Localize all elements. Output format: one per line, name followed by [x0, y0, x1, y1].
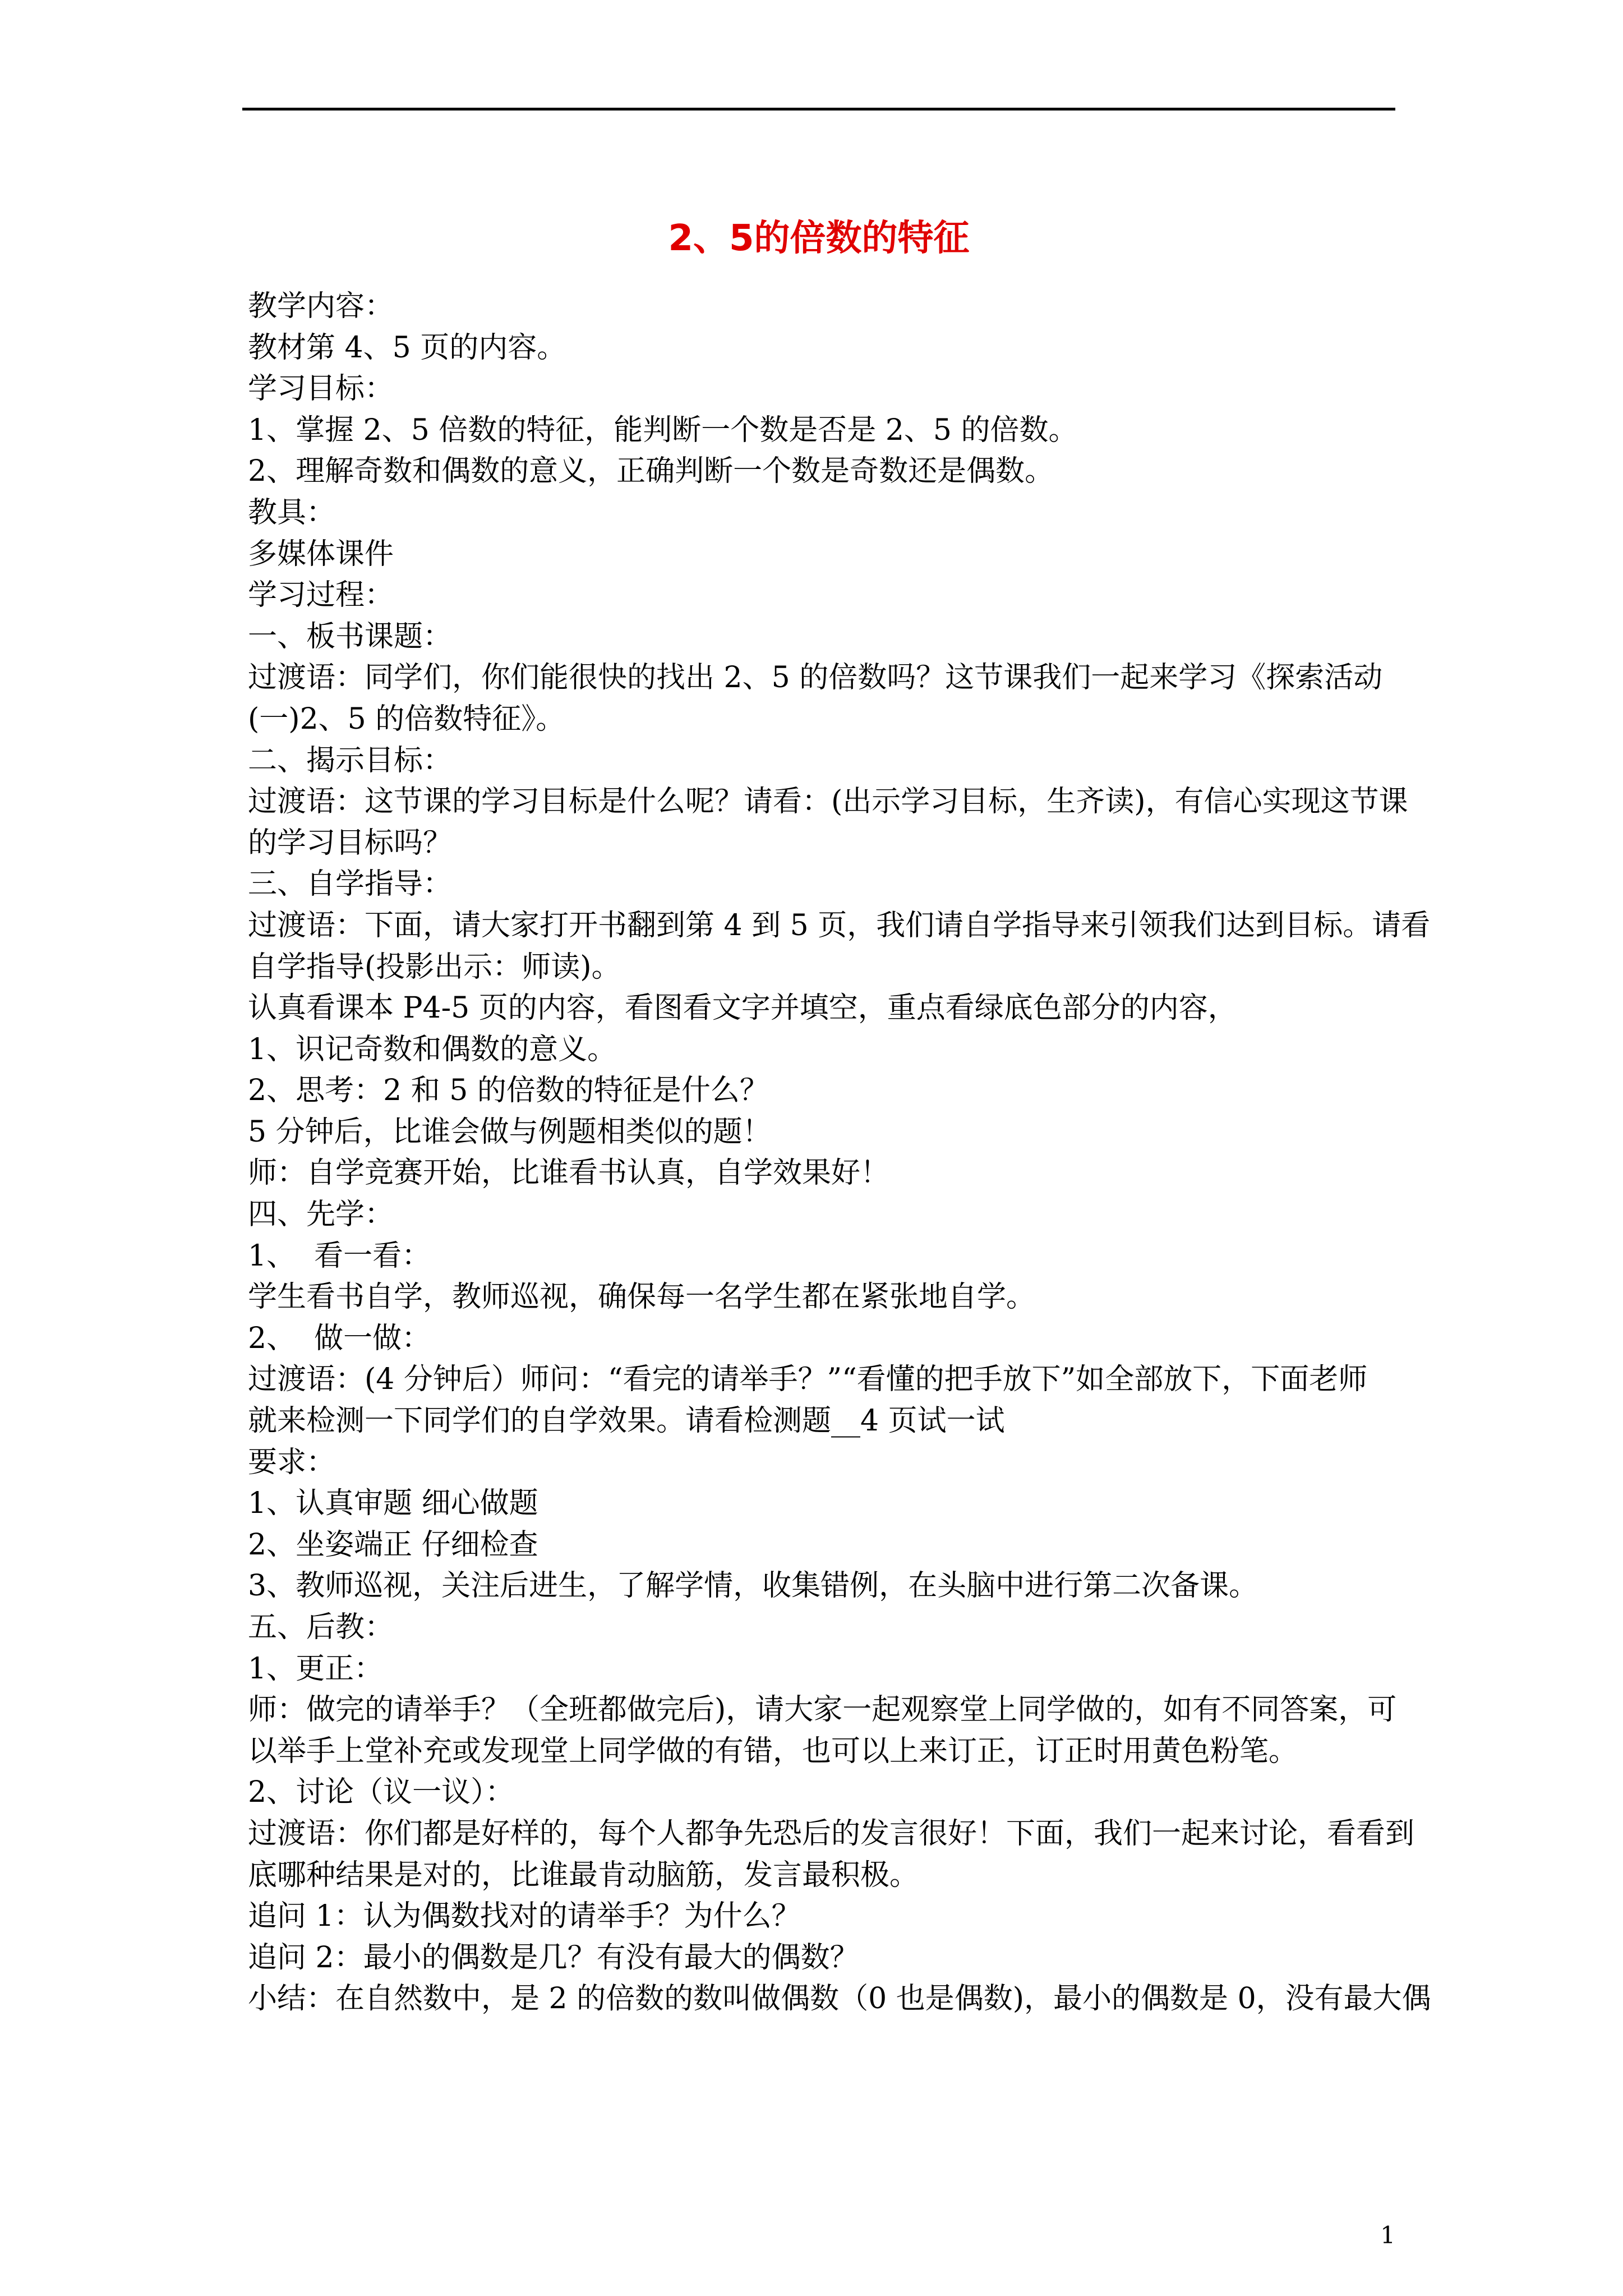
- text-line: 1、更正：: [248, 1651, 384, 1686]
- text-line: 学习目标：: [248, 372, 394, 406]
- text-line: 底哪种结果是对的，比谁最肯动脑筋，发言最积极。: [248, 1858, 919, 1892]
- text-line: 五、后教：: [248, 1611, 394, 1644]
- text-line: 一、板书课题：: [248, 619, 453, 654]
- text-line: 就来检测一下同学们的自学效果。请看检测题__4 页试一试: [248, 1404, 1005, 1438]
- text-line: 学习过程：: [248, 578, 394, 613]
- document-body: [248, 286, 1431, 2020]
- header-rule: [242, 108, 1395, 111]
- text-line: 师：自学竞赛开始，比谁看书认真，自学效果好！: [248, 1156, 890, 1190]
- text-line: 2、坐姿端正 仔细检查: [248, 1527, 538, 1562]
- text-line: 三、自学指导：: [248, 867, 453, 901]
- text-line: 2、讨论（议一议）：: [248, 1775, 515, 1810]
- text-line: 过渡语：同学们，你们能很快的找出 2、5 的倍数吗？这节课我们一起来学习《探索活动: [248, 661, 1383, 695]
- text-line: 小结：在自然数中，是 2 的倍数的数叫做偶数（0 也是偶数)，最小的偶数是 0，没有最大偶: [248, 1982, 1431, 2016]
- text-line: 教学内容：: [248, 289, 394, 323]
- text-line: 1、掌握 2、5 倍数的特征，能判断一个数是否是 2、5 的倍数。: [248, 413, 1078, 447]
- text-line: 四、先学：: [248, 1198, 394, 1232]
- text-line: 师：做完的请举手？（全班都做完后)，请大家一起观察堂上同学做的，如有不同答案，可: [248, 1693, 1397, 1727]
- text-line: 追问 1：认为偶数找对的请举手？为什么？: [248, 1899, 801, 1934]
- text-line: 的学习目标吗？: [248, 826, 453, 860]
- text-line: 学生看书自学，教师巡视，确保每一名学生都在紧张地自学。: [248, 1280, 1036, 1314]
- text-line: 以举手上堂补充或发现堂上同学做的有错，也可以上来订正，订正时用黄色粉笔。: [248, 1734, 1298, 1768]
- text-line: 2、思考：2 和 5 的倍数的特征是什么？: [248, 1074, 769, 1108]
- text-line: 要求：: [248, 1445, 336, 1479]
- text-line: 过渡语：你们都是好样的，每个人都争先恐后的发言很好！下面，我们一起来讨论，看看到: [248, 1816, 1415, 1851]
- text-line: 1、认真审题 细心做题: [248, 1487, 538, 1521]
- text-line: 过渡语：这节课的学习目标是什么呢？请看：(出示学习目标，生齐读)，有信心实现这节课: [248, 785, 1408, 819]
- document-title: 2、5的倍数的特征: [668, 218, 970, 259]
- text-line: 教材第 4、5 页的内容。: [248, 330, 566, 365]
- text-line: 2、 做一做：: [248, 1321, 431, 1355]
- text-line: 过渡语：(4 分钟后）师问：“看完的请举手？”“看懂的把手放下”如全部放下，下面老师: [248, 1363, 1368, 1397]
- text-line: (一)2、5 的倍数特征》。: [248, 702, 565, 736]
- text-line: 二、揭示目标：: [248, 743, 453, 777]
- text-line: 5 分钟后，比谁会做与例题相类似的题！: [248, 1115, 772, 1149]
- text-line: 多媒体课件: [248, 537, 394, 571]
- text-line: 认真看课本 P4-5 页的内容，看图看文字并填空，重点看绿底色部分的内容，: [248, 991, 1237, 1025]
- text-line: 3、教师巡视，关注后进生，了解学情，收集错例，在头脑中进行第二次备课。: [248, 1569, 1258, 1603]
- text-line: 追问 2：最小的偶数是几？有没有最大的偶数？: [248, 1940, 859, 1975]
- text-line: 2、理解奇数和偶数的意义，正确判断一个数是奇数还是偶数。: [248, 454, 1054, 489]
- page-number: 1: [1380, 2221, 1395, 2249]
- text-line: 1、 看一看：: [248, 1239, 431, 1273]
- text-line: 教具：: [248, 495, 336, 530]
- text-line: 自学指导(投影出示：师读)。: [248, 950, 621, 984]
- text-line: 1、识记奇数和偶数的意义。: [248, 1032, 617, 1066]
- text-line: 过渡语：下面，请大家打开书翻到第 4 到 5 页，我们请自学指导来引领我们达到目标。请看: [248, 908, 1431, 942]
